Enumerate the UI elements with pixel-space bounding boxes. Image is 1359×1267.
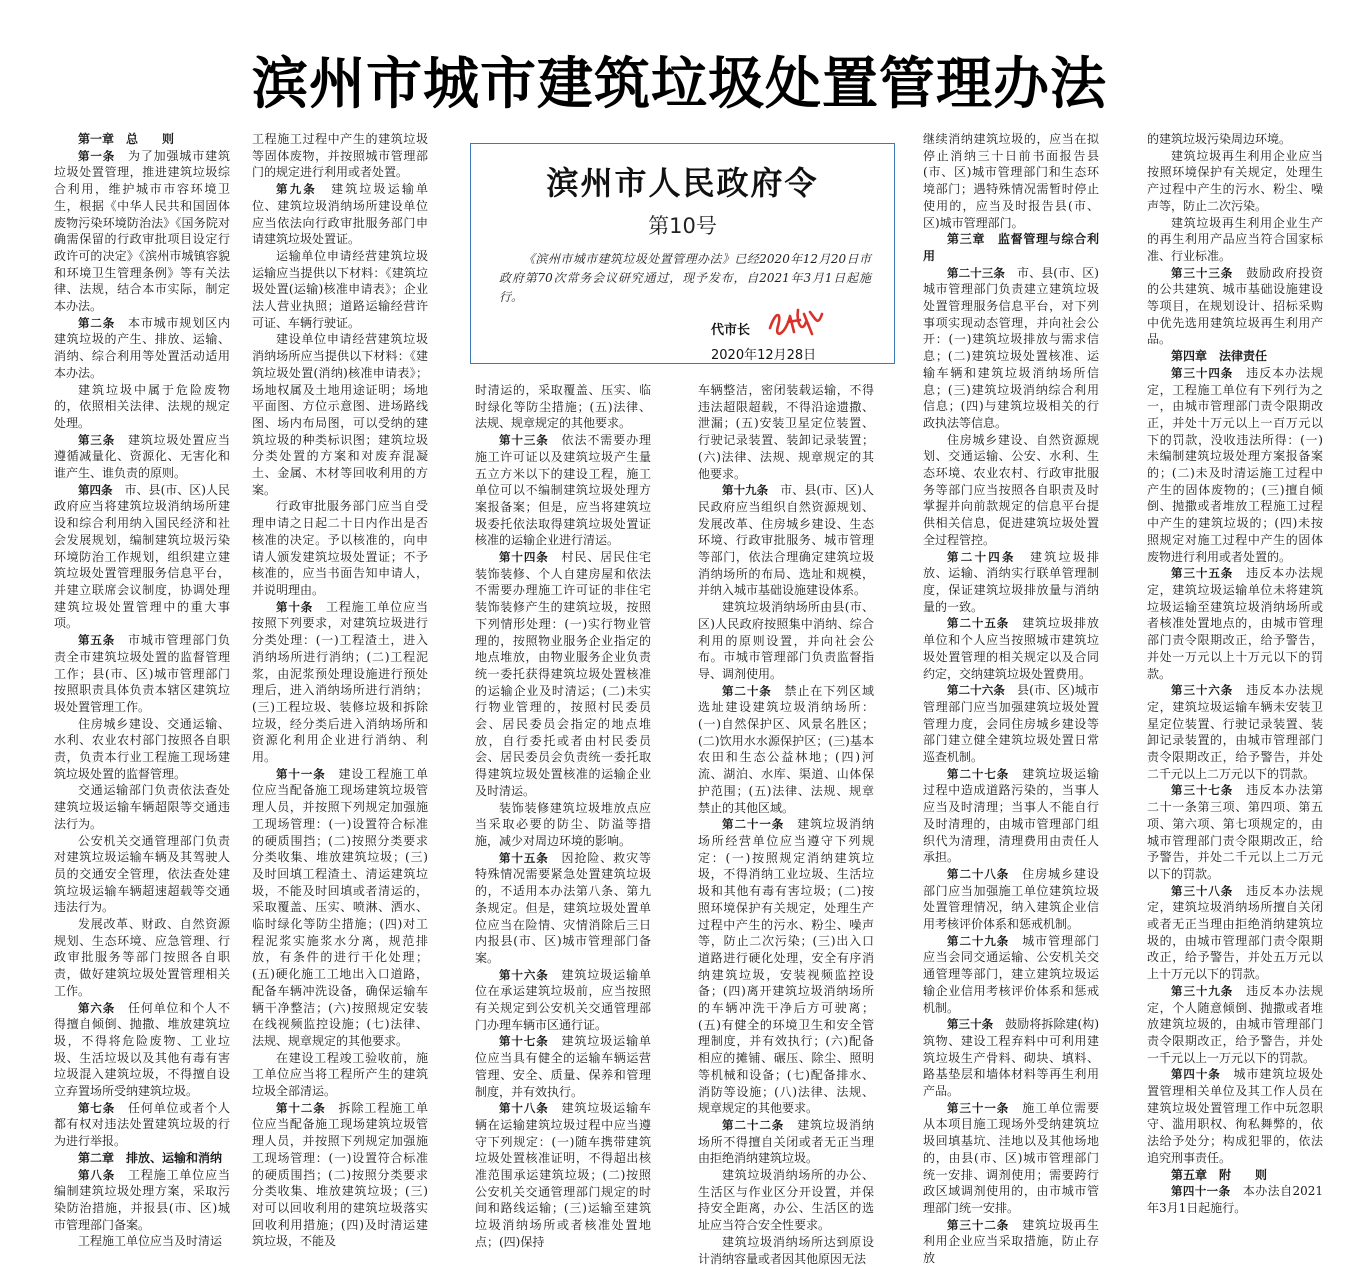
- article-text: 城市建筑垃圾处置管理相关单位及其工作人员在建筑垃圾处置管理工作中玩忽职守、滥用职权、徇私舞弊的，依法给予处分；构成犯罪的，依法追究刑事责任。: [1147, 1067, 1323, 1165]
- article-number: 第一条: [78, 148, 116, 163]
- article-number: 第三十二条: [947, 1217, 1010, 1232]
- continued-paragraph: 时清运的，采取覆盖、压实、临时绿化等防尘措施；(五)法律、法规、规章规定的其他要求。: [475, 383, 651, 431]
- article-text: 建筑垃圾运输单位在承运建筑垃圾前，应当按照有关规定到公安机关交通管理部门办理车辆市区通行证。: [475, 967, 651, 1032]
- article-number: 第三十八条: [1171, 883, 1234, 898]
- article-number: 第十九条: [722, 483, 769, 498]
- article-text: 施工单位需要从本项目施工现场外受纳建筑垃圾回填基坑、洼地以及其他场地的，由县(市、区)城市管理部门统一安排、调剂使用；需要跨行政区域调剂使用的，由市城市管理部门统一安排。: [923, 1100, 1099, 1215]
- article-text: 县(市、区)城市管理部门应当加强建筑垃圾处置管理力度，会同住房城乡建设等部门建立健全建筑垃圾处置日常巡查机制。: [923, 683, 1099, 765]
- article-paragraph: [475, 850, 651, 967]
- article-text: 建设工程施工单位应当配备施工现场建筑垃圾管理人员，并按照下列规定加强施工现场管理：(一)设置符合标准的硬质围挡；(二)按照分类要求分类收集、堆放建筑垃圾；(三)及时回填工程渣土、清运建筑垃圾，不能及时回填或者清运的，采取覆盖、压实、喷淋、洒水、临时绿化等防尘措施；(四)对工程泥浆实施浆水分离，规范排放，有条件的进行干化处理；(五)硬化施工工地出入口道路，配备车辆冲洗设备，确保运输车辆干净整洁；(六)按照规定安装在线视频监控设施；(七)法律、法规、规章规定的其他要求。: [252, 766, 428, 1048]
- article-number: 第十条: [276, 599, 314, 614]
- article-text: 建筑垃圾再生利用企业应当采取措施，防止存放: [923, 1217, 1099, 1266]
- continued-paragraph: 工程施工过程中产生的建筑垃圾等固体废物，并按照城市管理部门的规定进行利用或者处置。: [252, 132, 428, 180]
- article-number: 第五条: [78, 633, 116, 648]
- body-paragraph: 建筑垃圾消纳场所由县(市、区)人民政府按照集中消纳、综合利用的原则设置，并向社会公布。市城市管理部门负责监督指导、调剂使用。: [698, 600, 874, 681]
- article-text: 违反本办法规定，建筑垃圾运输单位未将建筑垃圾运输至建筑垃圾消纳场所或者核准处置地点的，由城市管理部门责令限期改正，给予警告，并处一万元以上十万元以下的罚款。: [1147, 566, 1323, 681]
- continued-paragraph: 继续消纳建筑垃圾的，应当在拟停止消纳三十日前书面报告县(市、区)城市管理部门和生态环境部门；遇特殊情况需暂时停止使用的，应当及时报告县(市、区)城市管理部门。: [923, 132, 1099, 230]
- article-number: 第三十四条: [1171, 365, 1234, 380]
- article-text: 依法不需要办理施工许可证以及建筑垃圾产生量五立方米以下的建设工程，施工单位可以不编制建筑垃圾处理方案报备案；但是，应当将建筑垃圾委托依法取得建筑垃圾处置证核准的运输企业进行清运。: [475, 433, 651, 548]
- text-column-3: [475, 382, 651, 1249]
- article-paragraph: [923, 549, 1099, 616]
- chapter-heading: 第二章 排放、运输和消纳: [78, 1150, 223, 1165]
- article-text: 建筑垃圾消纳场所经营单位应当遵守下列规定：(一)按照规定消纳建筑垃圾，不得消纳工业垃圾、生活垃圾和其他有毒有害垃圾；(二)按照环境保护有关规定，处理生产过程中产生的污水、粉尘、噪声等，防止二次污染；(三)出入口道路进行硬化处理，安全有序消纳建筑垃圾，安装视频监控设备；(四)离开建筑垃圾消纳场所的车辆冲洗干净后方可驶离；(五)有健全的环境卫生和安全管理制度，并有效执行；(六)配备相应的摊铺、碾压、除尘、照明等机械和设备；(七)配备排水、消防等设施；(八)法律、法规、规章规定的其他要求。: [698, 817, 874, 1116]
- chapter-heading: 第三章 监督管理与综合利用: [923, 232, 1099, 263]
- article-number: 第二十八条: [947, 866, 1010, 881]
- article-number: 第三十三条: [1171, 265, 1234, 280]
- article-text: 因抢险、救灾等特殊情况需要紧急处置建筑垃圾的，不适用本办法第八条、第九条规定。但是，建筑垃圾处置单位应当在险情、灾情消除后三日内报县(市、区)城市管理部门备案。: [475, 850, 651, 965]
- article-number: 第六条: [78, 1000, 116, 1015]
- body-paragraph: 住房城乡建设、交通运输、水利、农业农村部门按照各自职责，负责本行业工程施工现场建筑垃圾处置的监督管理。: [54, 716, 230, 781]
- article-text: 建筑垃圾排放、运输、消纳实行联单管理制度，保证建筑垃圾排放量与消纳量的一致。: [923, 549, 1099, 614]
- decree-date: 2020年12月28日: [711, 348, 817, 363]
- article-text: 违反本办法规定，建筑垃圾消纳场所擅自关闭或者无正当理由拒绝消纳建筑垃圾的，由城市管理部门责令限期改正，给予警告，并处五万元以上十万元以下的罚款。: [1147, 883, 1323, 982]
- article-paragraph: [54, 482, 230, 632]
- article-text: 拆除工程施工单位应当配备施工现场建筑垃圾管理人员，并按照下列规定加强施工现场管理：(一)设置符合标准的硬质围挡；(二)按照分类要求分类收集、堆放建筑垃圾；(三)对可以回收利用的建筑垃圾落实回收利用措施；(四)及时清运建筑垃圾，不能及: [252, 1100, 428, 1249]
- article-paragraph: [1147, 1066, 1323, 1166]
- article-paragraph: [475, 1033, 651, 1100]
- article-text: 城市管理部门应当会同交通运输、公安机关交通管理等部门，建立建筑垃圾运输企业信用考核评价体系和惩戒机制。: [923, 933, 1099, 1015]
- text-column-5: [923, 131, 1099, 1266]
- article-number: 第十二条: [276, 1100, 326, 1115]
- body-paragraph: 交通运输部门负责依法查处建筑垃圾运输车辆超限等交通违法行为。: [54, 783, 230, 831]
- article-number: 第二十一条: [722, 817, 785, 832]
- article-text: 鼓励将拆除建(构)筑物、建设工程弃料中可利用建筑垃圾生产骨料、砌块、填料、路基垫层和墙体材料等再生利用产品。: [923, 1017, 1099, 1099]
- article-text: 建筑垃圾排放单位和个人应当按照城市建筑垃圾处置管理的相关规定以及合同约定，交纳建筑垃圾处置费用。: [923, 616, 1099, 681]
- article-paragraph: [54, 148, 230, 315]
- article-number: 第二十五条: [947, 616, 1010, 631]
- chapter-heading: 第五章 附 则: [1171, 1167, 1268, 1182]
- body-paragraph: 公安机关交通管理部门负责对建筑垃圾运输车辆及其驾驶人员的交通安全管理，依法查处建筑垃圾运输车辆超速超载等交通违法行为。: [54, 833, 230, 915]
- article-text: 市、县(市、区)人民政府应当将建筑垃圾消纳场所建设和综合利用纳入国民经济和社会发展规划，编制建筑垃圾污染环境防治工作规划，组织建立建筑垃圾处置管理服务信息平台，并建立联席会议制度，协调处理建筑垃圾处置管理中的重大事项。: [54, 482, 230, 631]
- article-text: 建筑垃圾运输单位应当具有健全的运输车辆运营管理、安全、质量、保养和管理制度，并有效执行。: [475, 1034, 651, 1099]
- article-number: 第四十条: [1171, 1067, 1221, 1082]
- article-text: 住房城乡建设部门应当加强施工单位建筑垃圾处置管理情况，纳入建筑企业信用考核评价体系和惩戒机制。: [923, 866, 1099, 932]
- article-number: 第三十一条: [947, 1100, 1010, 1115]
- article-text: 为了加强城市建筑垃圾处置管理，推进建筑垃圾综合利用，维护城市市容环境卫生，根据《中华人民共和国固体废物污染环境防治法》《国务院对确需保留的行政审批项目设定行政许可的决定》《滨州市城镇容貌和环境卫生管理条例》等有关法律、法规，结合本市实际，制定本办法。: [54, 148, 230, 314]
- article-text: 建筑垃圾运输过程中造成道路污染的，当事人应当及时清理；当事人不能自行及时清理的，由城市管理部门组织代为清理，清理费用由责任人承担。: [923, 766, 1099, 865]
- article-number: 第二十九条: [947, 933, 1010, 948]
- article-number: 第三十九条: [1171, 983, 1234, 998]
- article-text: 本市城市规划区内建筑垃圾的产生、排放、运输、消纳、综合利用等处置活动适用本办法。: [54, 315, 230, 380]
- article-paragraph: [698, 683, 874, 817]
- body-paragraph: 建筑垃圾再生利用企业生产的再生利用产品应当符合国家标准、行业标准。: [1147, 215, 1323, 263]
- article-number: 第九条: [276, 182, 317, 197]
- continued-paragraph: 的建筑垃圾污染周边环境。: [1147, 132, 1292, 146]
- article-paragraph: [1147, 883, 1323, 983]
- article-number: 第七条: [78, 1100, 116, 1115]
- body-paragraph: 建筑垃圾消纳场所达到原设计消纳容量或者因其他原因无法: [698, 1234, 874, 1266]
- article-text: 工程施工单位应当按照下列要求，对建筑垃圾进行分类处理：(一)工程渣土，进入消纳场所进行消纳；(二)工程泥浆，由泥浆预处理设施进行预处理后，进入消纳场所进行消纳；(三)工程垃圾、装修垃圾和拆除垃圾，经分类后进入消纳场所和资源化利用企业进行消纳、利用。: [252, 599, 428, 765]
- article-paragraph: [1147, 265, 1323, 349]
- text-column-1: [54, 131, 230, 1249]
- article-paragraph: [1147, 1183, 1323, 1216]
- article-paragraph: [54, 632, 230, 716]
- article-text: 市、县(市、区)城市管理部门负责建立建筑垃圾处置管理服务信息平台，对下列事项实现动态管理，并向社会公开：(一)建筑垃圾排放与需求信息；(二)建筑垃圾处置核准、运输车辆和建筑垃圾消纳场所信息；(三)建筑垃圾消纳综合利用信息；(四)与建筑垃圾相关的行政执法等信息。: [923, 265, 1099, 430]
- article-paragraph: [923, 1016, 1099, 1100]
- article-paragraph: [923, 265, 1099, 432]
- article-number: 第十七条: [499, 1034, 549, 1049]
- article-paragraph: [1147, 682, 1323, 782]
- text-column-6: [1147, 131, 1323, 1227]
- article-text: 建筑垃圾处置应当遵循减量化、资源化、无害化和谁产生、谁负责的原则。: [54, 432, 230, 481]
- article-paragraph: [1147, 565, 1323, 682]
- article-number: 第二十七条: [947, 766, 1010, 781]
- article-number: 第二条: [78, 315, 116, 330]
- article-text: 任何单位和个人不得擅自倾倒、抛撒、堆放建筑垃圾，不得将危险废物、工业垃圾、生活垃圾以及其他有毒有害垃圾混入建筑垃圾，不得擅自设立弃置场所受纳建筑垃圾。: [54, 1000, 230, 1099]
- article-paragraph: [923, 933, 1099, 1017]
- article-number: 第十五条: [499, 850, 549, 865]
- article-text: 违反本办法规定，个人随意倾倒、抛撒或者堆放建筑垃圾的，由城市管理部门责令限期改正，给予警告，并处一千元以上一万元以下的罚款。: [1147, 983, 1323, 1065]
- article-number: 第八条: [78, 1167, 116, 1182]
- body-paragraph: 建设单位申请经营建筑垃圾消纳场所应当提供以下材料：《建筑垃圾处置(消纳)核准申请表》；场地权属及土地用途证明；场地平面图、方位示意图、进场路线图、场内布局图，可以受纳的建筑垃圾的种类标识图；建筑垃圾分类处置的方案和对废弃混凝土、金属、木材等回收利用的方案。: [252, 332, 428, 497]
- article-number: 第三十五条: [1171, 566, 1234, 581]
- article-paragraph: [923, 866, 1099, 933]
- article-paragraph: [923, 682, 1099, 766]
- article-text: 违反本办法第二十一条第三项、第四项、第五项、第六项、第七项规定的，由城市管理部门责令限期改正，给予警告，并处二千元以上二万元以下的罚款。: [1147, 783, 1323, 881]
- body-paragraph: 运输单位申请经营建筑垃圾运输应当提供以下材料：《建筑垃圾处置(运输)核准申请表》；企业法人营业执照；道路运输经营许可证、车辆行驶证。: [252, 248, 428, 330]
- article-number: 第二十三条: [947, 265, 1005, 280]
- article-paragraph: [923, 1100, 1099, 1217]
- body-paragraph: 行政审批服务部门应当自受理申请之日起二十日内作出是否核准的决定。予以核准的，向申请人颁发建筑垃圾处置证；不予核准的，应当书面告知申请人，并说明理由。: [252, 499, 428, 597]
- article-paragraph: [252, 599, 428, 766]
- article-paragraph: [475, 432, 651, 549]
- article-paragraph: [252, 181, 428, 248]
- article-text: 禁止在下列区域选址建设建筑垃圾消纳场所：(一)自然保护区、风景名胜区；(二)饮用水水源保护区；(三)基本农田和生态公益林地；(四)河流、湖泊、水库、渠道、山体保护范围；(五)法律、法规、规章禁止的其他区域。: [698, 683, 874, 815]
- article-paragraph: [54, 315, 230, 382]
- article-text: 市城市管理部门负责全市建筑垃圾处置的监督管理工作；县(市、区)城市管理部门按照职责具体负责本辖区建筑垃圾处置管理工作。: [54, 633, 230, 714]
- article-paragraph: [54, 1167, 230, 1234]
- article-text: 建筑垃圾消纳场所不得擅自关闭或者无正当理由拒绝消纳建筑垃圾。: [698, 1117, 874, 1166]
- headline: 滨州市城市建筑垃圾处置管理办法: [252, 51, 1107, 117]
- article-paragraph: [923, 615, 1099, 682]
- article-paragraph: [475, 1100, 651, 1250]
- body-paragraph: 发展改革、财政、自然资源规划、生态环境、应急管理、行政审批服务等部门按照各自职责，做好建筑垃圾处置管理相关工作。: [54, 917, 230, 998]
- article-text: 建筑垃圾运输单位、建筑垃圾消纳场所建设单位应当依法向行政审批服务部门申请建筑垃圾处置证。: [252, 182, 428, 247]
- body-paragraph: 建筑垃圾中属于危险废物的，依照相关法律、法规的规定处理。: [54, 382, 230, 430]
- decree-body: 《滨州市城市建筑垃圾处置管理办法》已经2020年12月20日市政府第70次常务会议研究通过，现予发布，自2021年3月1日起施行。: [499, 252, 871, 304]
- article-paragraph: [54, 1100, 230, 1150]
- chapter-heading: 第四章 法律责任: [1171, 349, 1268, 364]
- article-text: 鼓励政府投资的公共建筑、城市基础设施建设等项目，在规划设计、招标采购中优先选用建筑垃圾再生利用产品。: [1147, 265, 1323, 347]
- body-paragraph: 住房城乡建设、自然资源规划、交通运输、公安、水利、生态环境、农业农村、行政审批服务等部门应当按照各自职责及时掌握并向前款规定的信息平台提供相关信息，促进建筑垃圾处置全过程管控。: [923, 432, 1099, 547]
- article-number: 第二十条: [722, 683, 772, 698]
- article-paragraph: [923, 766, 1099, 866]
- article-text: 违反本办法规定，工程施工单位有下列行为之一，由城市管理部门责令限期改正，并处十万元以上一百万元以下的罚款，没收违法所得：(一)未编制建筑垃圾处理方案报备案的；(二)未及时清运施工过程中产生的固体废物的；(三)擅自倾倒、抛撒或者堆放工程施工过程中产生的建筑垃圾的；(四)未按照规定对施工过程中产生的固体废物进行利用或者处置的。: [1147, 365, 1323, 564]
- body-paragraph: 建筑垃圾消纳场所的办公、生活区与作业区分开设置，并保持安全距离，办公、生活区的选址应当符合安全性要求。: [698, 1168, 874, 1233]
- article-paragraph: [54, 1000, 230, 1100]
- government-decree-box: [470, 143, 895, 364]
- article-number: 第十三条: [499, 433, 549, 448]
- article-number: 第四十一条: [1171, 1184, 1231, 1199]
- decree-number: 第10号: [648, 214, 717, 238]
- article-paragraph: [1147, 983, 1323, 1067]
- article-text: 本办法自2021年3月1日起施行。: [1147, 1184, 1324, 1215]
- decree-signer-title: 代市长: [711, 323, 751, 338]
- mayor-signature: [766, 304, 826, 340]
- article-number: 第三十六条: [1171, 683, 1234, 698]
- article-number: 第三条: [78, 432, 116, 447]
- article-paragraph: [54, 432, 230, 482]
- article-paragraph: [923, 1217, 1099, 1267]
- article-paragraph: [1147, 782, 1323, 882]
- article-text: 建筑垃圾运输车辆在运输建筑垃圾过程中应当遵守下列规定：(一)随车携带建筑垃圾处置核准证明，不得超出核准范围承运建筑垃圾；(二)按照公安机关交通管理部门规定的时间和路线运输；(三)运输至建筑垃圾消纳场所或者核准处置地点；(四)保持: [475, 1101, 651, 1249]
- chapter-heading: 第一章 总 则: [78, 132, 175, 146]
- text-column-4: [698, 382, 874, 1266]
- article-paragraph: [475, 967, 651, 1034]
- continued-paragraph: 车辆整洁，密闭装载运输，不得违法超限超载，不得沿途遗撒、泄漏；(五)安装卫星定位装置、行驶记录装置、装卸记录装置；(六)法律、法规、规章规定的其他要求。: [698, 383, 874, 481]
- article-paragraph: [475, 549, 651, 800]
- body-paragraph: 装饰装修建筑垃圾堆放点应当采取必要的防尘、防溢等措施，减少对周边环境的影响。: [475, 800, 651, 848]
- article-number: 第二十二条: [722, 1117, 785, 1132]
- article-number: 第十六条: [499, 967, 549, 982]
- article-text: 市、县(市、区)人民政府应当组织自然资源规划、发展改革、住房城乡建设、生态环境、行政审批服务、城市管理等部门，依法合理确定建筑垃圾消纳场所的布局、选址和规模，并纳入城市基础设施建设体系。: [698, 483, 874, 598]
- article-number: 第四条: [78, 482, 113, 497]
- body-paragraph: 在建设工程竣工验收前，施工单位应当将工程所产生的建筑垃圾全部清运。: [252, 1050, 428, 1099]
- article-number: 第三十七条: [1171, 783, 1234, 798]
- decree-title: 滨州市人民政府令: [546, 164, 819, 202]
- article-number: 第二十四条: [947, 549, 1016, 564]
- article-number: 第十一条: [276, 766, 326, 781]
- article-number: 第二十六条: [947, 683, 1005, 698]
- article-paragraph: [252, 766, 428, 1050]
- article-paragraph: [698, 482, 874, 599]
- body-paragraph: 工程施工单位应当及时清运: [78, 1234, 223, 1249]
- article-number: 第十八条: [499, 1101, 549, 1116]
- article-paragraph: [1147, 365, 1323, 565]
- article-text: 村民、居民住宅装饰装修、个人自建房屋和依法不需要办理施工许可证的非住宅装饰装修产生的建筑垃圾，按照下列情形处理：(一)实行物业管理的，按照物业服务企业指定的地点堆放，由物业服务企业负责统一委托获得建筑垃圾处置核准的运输企业及时清运；(二)未实行物业管理的，按照村民委员会、居民委员会指定的地点堆放，自行委托或者由村民委员会、居民委员会负责统一委托取得建筑垃圾处置核准的运输企业及时清运。: [475, 550, 651, 798]
- article-text: 违反本办法规定，建筑垃圾运输车辆未安装卫星定位装置、行驶记录装置、装卸记录装置的，由城市管理部门责令限期改正，给予警告，并处二千元以上二万元以下的罚款。: [1147, 683, 1323, 781]
- article-paragraph: [698, 816, 874, 1117]
- article-number: 第三十条: [947, 1017, 994, 1032]
- article-text: 工程施工单位应当编制建筑垃圾处理方案，采取污染防治措施，并报县(市、区)城市管理部门备案。: [54, 1167, 230, 1232]
- text-column-2: [252, 131, 428, 1249]
- article-paragraph: [252, 1100, 428, 1250]
- body-paragraph: 建筑垃圾再生利用企业应当按照环境保护有关规定，处理生产过程中产生的污水、粉尘、噪声等，防止二次污染。: [1147, 148, 1323, 213]
- article-text: 任何单位或者个人都有权对违法处置建筑垃圾的行为进行举报。: [54, 1100, 230, 1149]
- article-number: 第十四条: [499, 550, 549, 565]
- article-paragraph: [698, 1117, 874, 1167]
